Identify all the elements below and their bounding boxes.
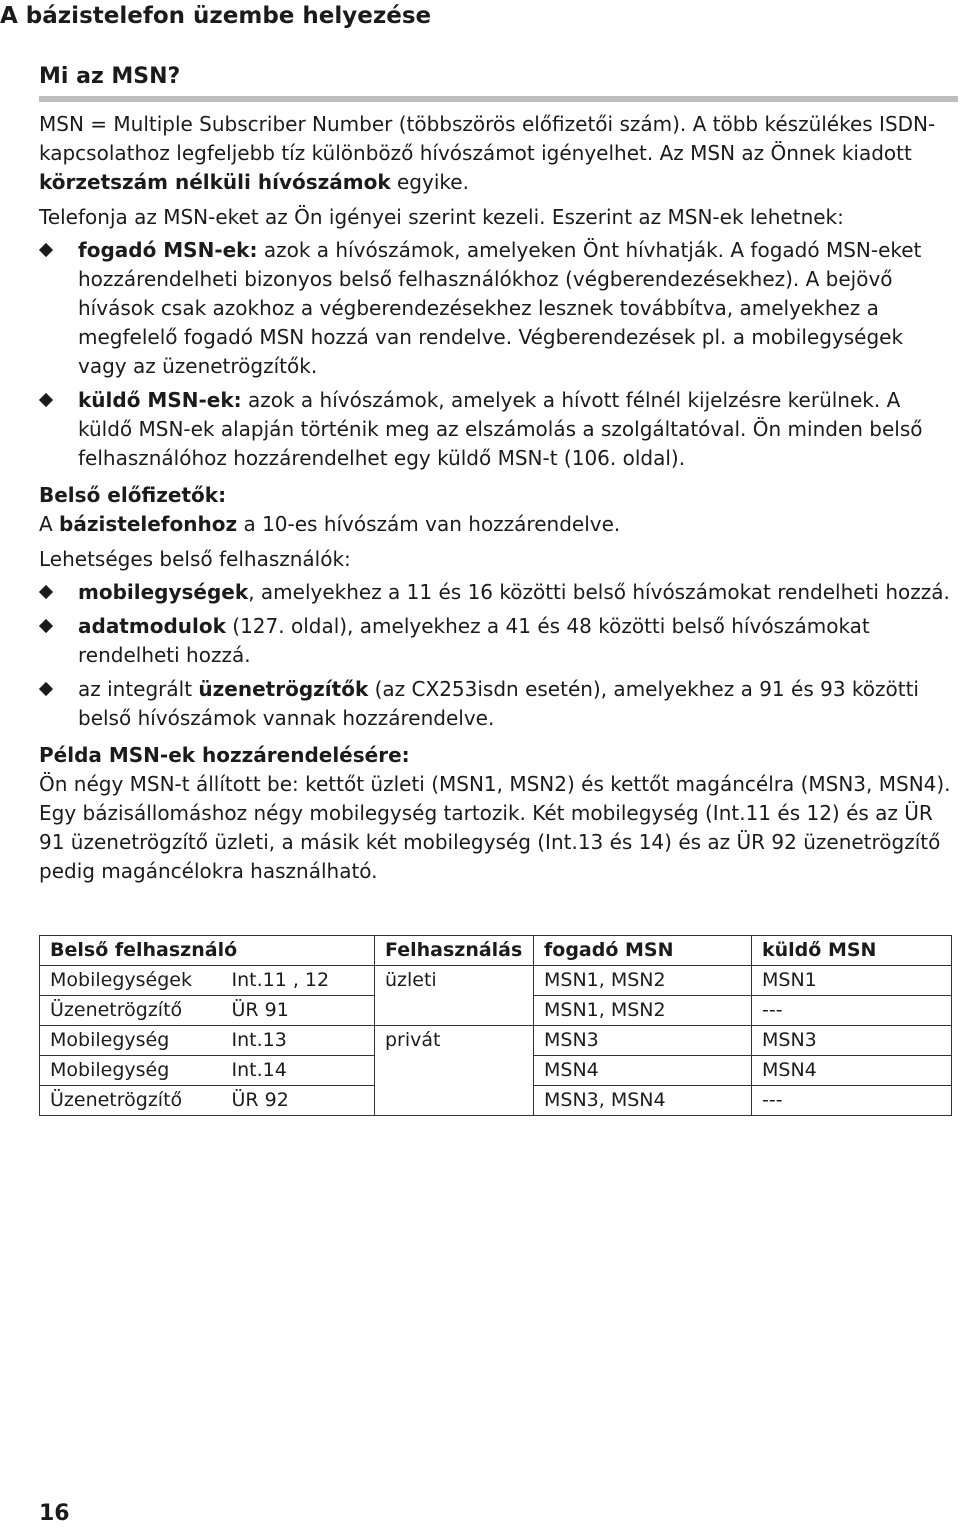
table-cell: Int.11 , 12 xyxy=(232,966,375,996)
text: A xyxy=(39,512,60,536)
diamond-bullet-icon xyxy=(39,682,53,696)
base-phone-text xyxy=(39,510,954,539)
table-header-row xyxy=(40,936,952,966)
diamond-bullet-icon xyxy=(39,393,53,407)
list-item xyxy=(39,236,954,381)
table-cell: MSN1, MSN2 xyxy=(534,996,752,1026)
example-text: Ön négy MSN-t állított be: kettőt üzleti (MSN1, MSN2) és kettőt magáncélra (MSN3, MSN4). Egy bázisállomáshoz négy mobilegység tartozik. Két mobilegység (Int.11 és 12) és az ÜR 91 üzenetrögzítő üzleti, a másik két mobilegység (Int.13 és 14) és az ÜR 92 üzenetrögzítő pedig magáncélokra használható. xyxy=(39,772,951,883)
list-item-term: adatmodulok xyxy=(78,614,226,638)
diamond-bullet-icon xyxy=(39,243,53,257)
intro-paragraph xyxy=(39,110,954,197)
column-header: Belső felhasználó xyxy=(40,936,375,966)
example-heading: Példa MSN-ek hozzárendelésére: xyxy=(39,743,410,767)
table-cell: Mobilegység xyxy=(40,1026,232,1056)
list-item-term: üzenetrögzítők xyxy=(198,677,369,701)
msn-assignment-table xyxy=(39,935,952,1116)
subscribers-heading: Belső előfizetők: xyxy=(39,483,227,507)
intro-text: MSN = Multiple Subscriber Number (többszörös előfizetői szám). A több készülékes ISDN-kapcsolathoz legfeljebb tíz különböző hívószámot igényelhet. Az MSN az Önnek kiadott xyxy=(39,112,936,165)
section-title: Mi az MSN? xyxy=(39,64,181,89)
table-cell: ÜR 91 xyxy=(232,996,375,1026)
table-cell: Mobilegység xyxy=(40,1056,232,1086)
msn-handling-text: Telefonja az MSN-eket az Ön igényei szerint kezeli. Eszerint az MSN-ek lehetnek: xyxy=(39,205,844,229)
intro-emphasis: körzetszám nélküli hívószámok xyxy=(39,170,391,194)
list-item-text: (127. oldal), amelyekhez a 41 és 48 közötti belső hívószámokat rendelheti hozzá. xyxy=(78,614,870,667)
table-cell: Mobilegységek xyxy=(40,966,232,996)
table-cell: --- xyxy=(752,996,952,1026)
table-cell: üzleti xyxy=(375,966,534,1026)
table-cell: ÜR 92 xyxy=(232,1086,375,1116)
list-item xyxy=(39,578,954,607)
possible-users-text: Lehetséges belső felhasználók: xyxy=(39,547,351,571)
table-cell: --- xyxy=(752,1086,952,1116)
base-phone-emphasis: bázistelefonhoz xyxy=(59,512,238,536)
intro-text-end: egyike. xyxy=(390,170,469,194)
table-cell: MSN3, MSN4 xyxy=(534,1086,752,1116)
column-header: fogadó MSN xyxy=(534,936,752,966)
table-cell: MSN4 xyxy=(752,1056,952,1086)
list-item-text: , amelyekhez a 11 és 16 közötti belső hívószámokat rendelheti hozzá. xyxy=(248,580,950,604)
list-item-term: küldő MSN-ek: xyxy=(78,388,242,412)
table-cell: MSN4 xyxy=(534,1056,752,1086)
table-cell: MSN3 xyxy=(752,1026,952,1056)
text: a 10-es hívószám van hozzárendelve. xyxy=(237,512,621,536)
column-header: Felhasználás xyxy=(375,936,534,966)
table-row xyxy=(40,966,952,996)
table-cell: Int.13 xyxy=(232,1026,375,1056)
table-cell: Üzenetrögzítő xyxy=(40,996,232,1026)
list-item xyxy=(39,675,954,733)
table-cell: privát xyxy=(375,1026,534,1116)
column-header: küldő MSN xyxy=(752,936,952,966)
section-divider xyxy=(39,96,958,102)
table-cell: Üzenetrögzítő xyxy=(40,1086,232,1116)
internal-users-list xyxy=(39,578,954,733)
msn-types-list xyxy=(39,236,954,473)
list-item-term: fogadó MSN-ek: xyxy=(78,238,258,262)
diamond-bullet-icon xyxy=(39,619,53,633)
page-number: 16 xyxy=(39,1501,70,1526)
table-cell: Int.14 xyxy=(232,1056,375,1086)
table-cell: MSN1 xyxy=(752,966,952,996)
list-item xyxy=(39,612,954,670)
text: az integrált xyxy=(78,677,199,701)
table-cell: MSN3 xyxy=(534,1026,752,1056)
list-item-text: azok a hívószámok, amelyeken Önt hívhatják. A fogadó MSN-eket hozzárendelheti bizonyos belső felhasználókhoz (végberendezésekhez). A bejövő hívások csak azokhoz a végberendezésekhez lesznek továbbítva, amelyekhez a megfelelő fogadó MSN hozzá van rendelve. Végberendezések pl. a mobilegységek vagy az üzenetrögzítők. xyxy=(78,238,922,378)
main-content xyxy=(39,110,954,886)
list-item-term: mobilegységek xyxy=(78,580,249,604)
list-item xyxy=(39,386,954,473)
list-item-text: azok a hívószámok, amelyek a hívott félnél kijelzésre kerülnek. A küldő MSN-ek alapján történik meg az elszámolás a szolgáltatóval. Ön minden belső felhasználóhoz hozzárendelhet egy küldő MSN-t (106. oldal). xyxy=(78,388,923,470)
diamond-bullet-icon xyxy=(39,585,53,599)
table-cell: MSN1, MSN2 xyxy=(534,966,752,996)
list-item-text: (az CX253isdn esetén), amelyekhez a 91 és 93 közötti belső hívószámok vannak hozzárendelve. xyxy=(78,677,919,730)
table-row xyxy=(40,1026,952,1056)
page-header: A bázistelefon üzembe helyezése xyxy=(0,3,432,29)
